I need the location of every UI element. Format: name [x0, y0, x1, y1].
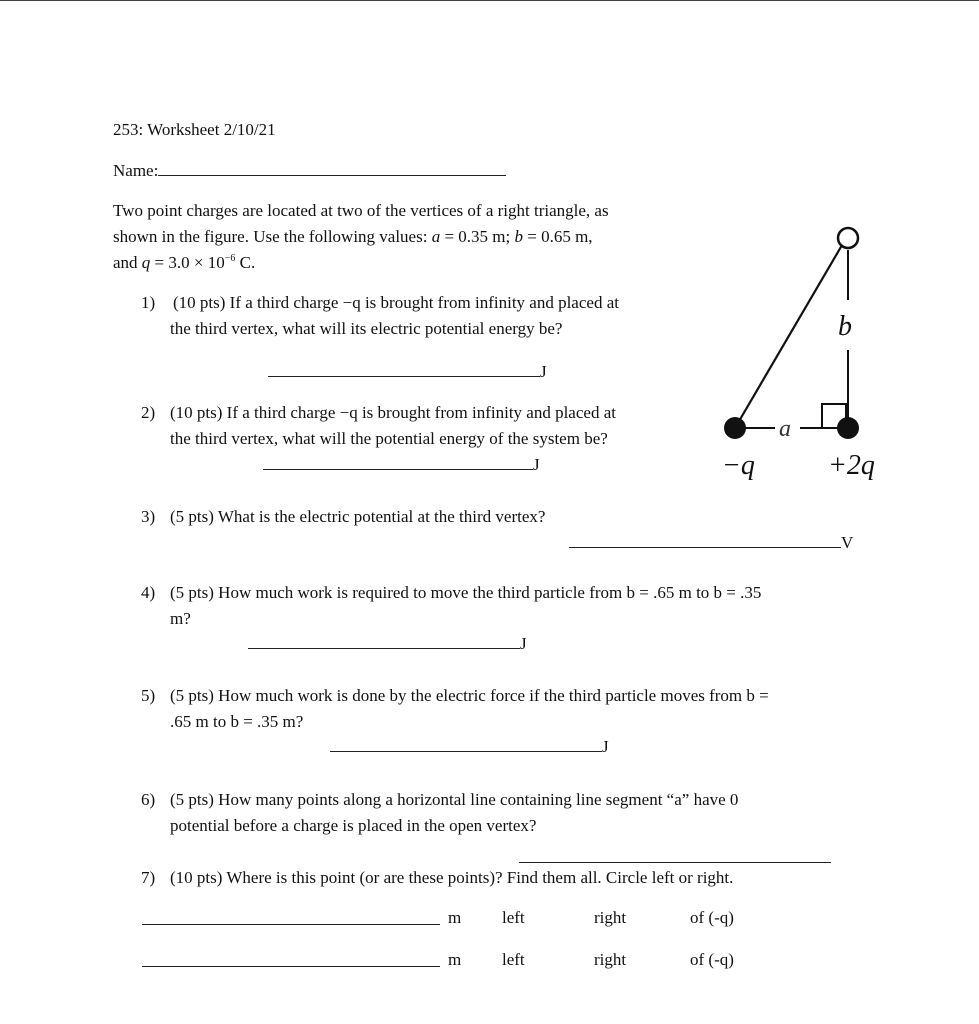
worksheet-title: 253: Worksheet 2/10/21: [113, 120, 276, 139]
triangle-figure: [700, 210, 910, 490]
q7-row1-answer-field[interactable]: [142, 923, 440, 925]
q7-row2-right-option[interactable]: right: [594, 950, 627, 969]
label-a: a: [779, 416, 791, 442]
q7-row1-of-label: of (-q): [690, 908, 734, 927]
q7-row1-left-option[interactable]: left: [502, 908, 525, 927]
q7-row1-right-option[interactable]: right: [594, 908, 627, 927]
q4-line-1: (5 pts) How much work is required to move the third particle from b = .65 m to b = .35: [170, 583, 762, 602]
q1-answer-field[interactable]: [268, 375, 540, 377]
hypotenuse: [735, 240, 845, 428]
q1-line-1: (10 pts) If a third charge −q is brought from infinity and placed at: [173, 293, 619, 312]
label-pos-2q: +2q: [828, 450, 875, 481]
q1-line-2: the third vertex, what will its electric potential energy be?: [170, 319, 563, 338]
neg-q-charge: [724, 417, 746, 439]
q7-line-1: (10 pts) Where is this point (or are these points)? Find them all. Circle left or right.: [170, 868, 734, 887]
intro-line-1: Two point charges are located at two of the vertices of a right triangle, as: [113, 201, 609, 220]
pos-2q-charge: [837, 417, 859, 439]
q6-answer-row: [519, 848, 831, 868]
q2-answer-field[interactable]: [263, 468, 533, 470]
q4-answer-row: [248, 634, 527, 654]
q4-line-2: m?: [170, 609, 191, 628]
q1-unit: J: [540, 362, 547, 381]
q2-answer-row: [263, 455, 540, 475]
q2-line-1: (10 pts) If a third charge −q is brought from infinity and placed at: [170, 403, 616, 422]
q7-row1-unit: m: [448, 908, 462, 927]
q3-answer-field[interactable]: [569, 546, 841, 548]
q6-answer-field[interactable]: [519, 861, 831, 863]
q6-line-2: potential before a charge is placed in the open vertex?: [170, 816, 537, 835]
label-b: b: [838, 311, 852, 342]
q7-row2-of-label: of (-q): [690, 950, 734, 969]
q7-row2-left-option[interactable]: left: [502, 950, 525, 969]
q6-line-1: (5 pts) How many points along a horizontal line containing line segment “a” have 0: [170, 790, 739, 809]
q3-line-1: (5 pts) What is the electric potential at the third vertex?: [170, 507, 546, 526]
name-label: Name:: [113, 161, 159, 180]
q3-number: 3): [141, 507, 156, 526]
q2-line-2: the third vertex, what will the potential energy of the system be?: [170, 429, 608, 448]
q6-number: 6): [141, 790, 156, 809]
open-vertex: [838, 228, 858, 248]
q5-line-2: .65 m to b = .35 m?: [170, 712, 304, 731]
q5-answer-row: [330, 737, 609, 757]
q3-unit: V: [841, 533, 854, 552]
q4-answer-field[interactable]: [248, 647, 520, 649]
intro-line-3: and $q = 3.0 \times 10^{-6}$ C.: [113, 253, 256, 272]
name-row: [113, 161, 506, 181]
q5-unit: J: [602, 737, 609, 756]
q5-line-1: (5 pts) How much work is done by the electric force if the third particle moves from b =: [170, 686, 769, 705]
q2-number: 2): [141, 403, 156, 422]
q4-number: 4): [141, 583, 156, 602]
label-neg-q: −q: [722, 450, 755, 481]
q4-unit: J: [520, 634, 527, 653]
q5-number: 5): [141, 686, 156, 705]
q3-answer-row: [569, 533, 853, 553]
q1-answer-row: [268, 362, 547, 382]
q7-number: 7): [141, 868, 156, 887]
q7-row2-unit: m: [448, 950, 462, 969]
intro-line-2: shown in the figure. Use the following values: a = 0.35 m; b = 0.65 m,: [113, 227, 593, 246]
q5-answer-field[interactable]: [330, 750, 602, 752]
q1-number: 1): [141, 293, 156, 312]
q2-unit: J: [533, 455, 540, 474]
name-field[interactable]: [158, 174, 506, 176]
top-border: [0, 0, 979, 1]
q7-row2-answer-field[interactable]: [142, 965, 440, 967]
